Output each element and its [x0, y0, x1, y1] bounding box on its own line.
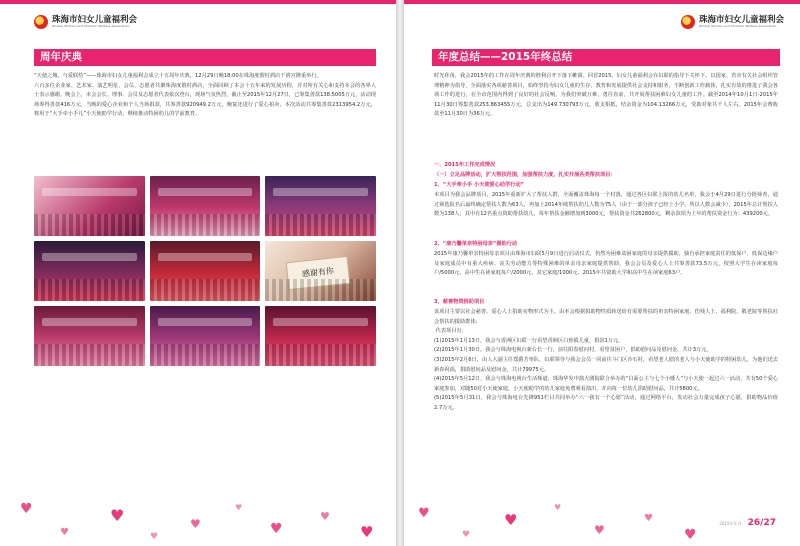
- event-photo: [150, 306, 261, 366]
- heart-icon: ♥: [684, 527, 697, 543]
- heart-icon: ♥: [360, 523, 374, 541]
- item-text: 本项目为我会品牌项目，2015年重新扩大了帮扶人群，全面覆盖珠海每一个村落，通过各区妇联上报的幼儿名单，我会于4月29日进行分批筛查，通过筛选报名后最终确定帮扶人数为63人，再加上2014年续帮扶幼儿人数为75人（由于一部分孩子已经上小学，所以人数会减少），2015年总计帮扶人数为138人；其中有12名重点资助帮扶幼儿，每年帮扶金额增加到3000元，帮扶资金共262800元，剩余款项为上年的帮扶资金行为：439200元。: [434, 192, 778, 218]
- brand-logo-icon: [681, 15, 695, 29]
- summary-intro: 时光荏苒，我会2015年的工作在周年庆典的胜利召开下落下帷幕。回首2015，妇女儿童福利会在妇联的指导下关怀下，以国家、省市有关社会组织管理精神为指导，全面落实各项慈善项目，始终坚持为妇女儿童的生存、教育和发展提供社会支持和服务，不断创新工作载体，扎实有效的推进了我会各项工作的进行，在全市范围内得到了良好的社会反响，为我们突破万难，勇往直前，共开展帮扶困难妇女儿童的工作。截至2014年10月1日-2015年11月30日筹集善款253.863455万元，总支出为149.730793万元，收支相抵，结余资金为104.13266万元，受助对象共千人左右。2015年会费收款至11月30日为36万元。: [434, 73, 778, 118]
- decorative-hearts-right: [404, 426, 800, 546]
- item-title: 2、“康乃馨单亲特困母亲”援助行动: [434, 241, 518, 247]
- section-title-anniversary: 周年庆典: [34, 49, 376, 66]
- event-photo: [265, 176, 376, 236]
- item-title: 1、“大手牵小手 小天使爱心助学行动”: [434, 182, 525, 188]
- event-photo: [265, 306, 376, 366]
- section-title-annual-summary: 年度总结——2015年终总结: [432, 49, 780, 66]
- item-text: 2015年康乃馨单亲特困母亲项目由珠海市妇联5月9日进行启动仪式，仍然为困难贫困家庭的母亲提供援助，独自承担家庭责任的低保户、低保边缘户及家庭成员中有重大疾病、丧失劳动能力等特殊困难的单亲母亲家庭提供帮助，我会会员及爱心人士共筹善款73.5万元，按照大学生在读家庭每户/5000元，高中生在读家庭每户/2000元，其它家庭/1000元，2015年共资助大学和高中生在读家庭63户。: [434, 251, 778, 277]
- heart-icon: ♥: [190, 517, 201, 531]
- event-photo: [34, 241, 145, 301]
- heart-icon: ♥: [594, 523, 605, 537]
- brand-name: 珠海市妇女儿童福利会: [52, 14, 138, 25]
- banner-text: 感谢有你: [286, 256, 351, 290]
- photo-grid: [34, 176, 376, 366]
- heart-icon: ♥: [462, 530, 471, 540]
- brand-name: 珠海市妇女儿童福利会: [698, 14, 784, 25]
- right-page: [404, 0, 800, 546]
- decorative-hearts-left: [0, 426, 396, 546]
- heart-icon: ♥: [150, 532, 159, 542]
- top-accent-bar: [404, 0, 800, 4]
- event-photo: [265, 241, 376, 301]
- top-accent-bar: [0, 0, 396, 4]
- left-page: [0, 0, 396, 546]
- brand-header-left: [34, 12, 137, 32]
- event-photo: [150, 241, 261, 301]
- summary-heading-2: （一）立足品牌活动，扩大帮扶范围，加强帮扶力度，扎实开展各类帮扶项目：: [434, 172, 616, 178]
- anniversary-paragraph: “天使之城，与爱联结”——珠海市妇女儿童福利会成立十五周年庆典，12月29日晚18:00在珠海度假村酒店千禧宫隆重举行。 六百多位企业家、艺术家、演艺明星、会员、志愿者共聚珠海度假村酒店，全面回顾了本会十五年来的发展历程，并对所有关心和支持本会的各界人士表示感谢。晚会上，本会会长、理事、会员及志愿者代表依次登台，现场气氛热烈，截止至2015年12月27日，已筹集善款138.5005万元，活动现场筹得善款416万元，当晚的爱心企业和个人当场捐款，共筹善款920949.2万元，晚宴还进行了爱心拍卖，本次活动共筹集善款2313954.2万元，将用于“大手牵小手儿”小天使助学行动，继续推动特困幼儿的学前教育。: [34, 73, 376, 118]
- item-title: 3、慈善物资捐助项目: [434, 299, 485, 305]
- heart-icon: ♥: [60, 527, 69, 538]
- event-photo: [34, 306, 145, 366]
- heart-icon: ♥: [504, 511, 518, 529]
- summary-heading-1: 一、2015年工作完成情况: [434, 162, 496, 168]
- heart-icon: ♥: [270, 521, 283, 537]
- brand-header-right: [681, 12, 784, 32]
- heart-icon: ♥: [110, 506, 125, 525]
- brand-name-en: Zhuhai Women and Children Welfare Association: [698, 24, 777, 29]
- event-photo: [34, 176, 145, 236]
- page-number-value: 26/27: [747, 518, 776, 528]
- book-spine: [396, 0, 404, 546]
- item-text: 该项目主要以社会慈善、爱心人士捐助实物形式为主。由本会根据捐助物性质转送给有需要帮扶的单亲特困家庭、伤残人士、福利院、敬老院等帮扶社会帮扶的援助群体； 代表项目有： (1)2015年1月13日，我会与香洲区妇联一行看望香洲区白蕉镇儿童，捐款1万元。 (2)2015年1月30日，我会与珠海电视台新台长一行，前往阳春慰问村，看望贫困户，捐助慰问品及慰问金，共计3万元。 (3)2015年2月6日，由人大副主任郑爵芳率队，妇联领导与我会会员一同前往斗门区沙石村，看望老人慰的老人与小天使助学的特困幼儿，为他们送去新春祝福，捐助慰问品及慰问金，共计79975元。 (4)2015年5月12日，我会与珠海电视台生活频道、珠海华发中演大剧院联合举办的“白面公主与七个小矮人”与小天使一起过六一活动，共有50个爱心家庭参加，对随50对小天使家庭，小天使助学的幼儿家庭免费观看演出，并向每一位幼儿捐助慰问品，共计5800元。 (5)2015年5月31日，我会与珠海电台先锋951栏目共同举办“六一我有一个心愿”活动，通过网络平台，发动社会力量完成孩子心愿，捐助物品价值2.7万元。: [434, 309, 778, 411]
- heart-icon: ♥: [418, 506, 430, 521]
- heart-icon: ♥: [235, 503, 243, 512]
- brand-logo-icon: [34, 15, 48, 29]
- page-number-label: 2015年年刊: [719, 521, 742, 526]
- heart-icon: ♥: [644, 513, 653, 524]
- heart-icon: ♥: [554, 503, 562, 512]
- heart-icon: ♥: [320, 510, 330, 523]
- page-number: [719, 518, 776, 528]
- brand-name-en: Zhuhai Women and Children Welfare Association: [52, 24, 130, 29]
- heart-icon: ♥: [20, 501, 33, 517]
- event-photo: [150, 176, 261, 236]
